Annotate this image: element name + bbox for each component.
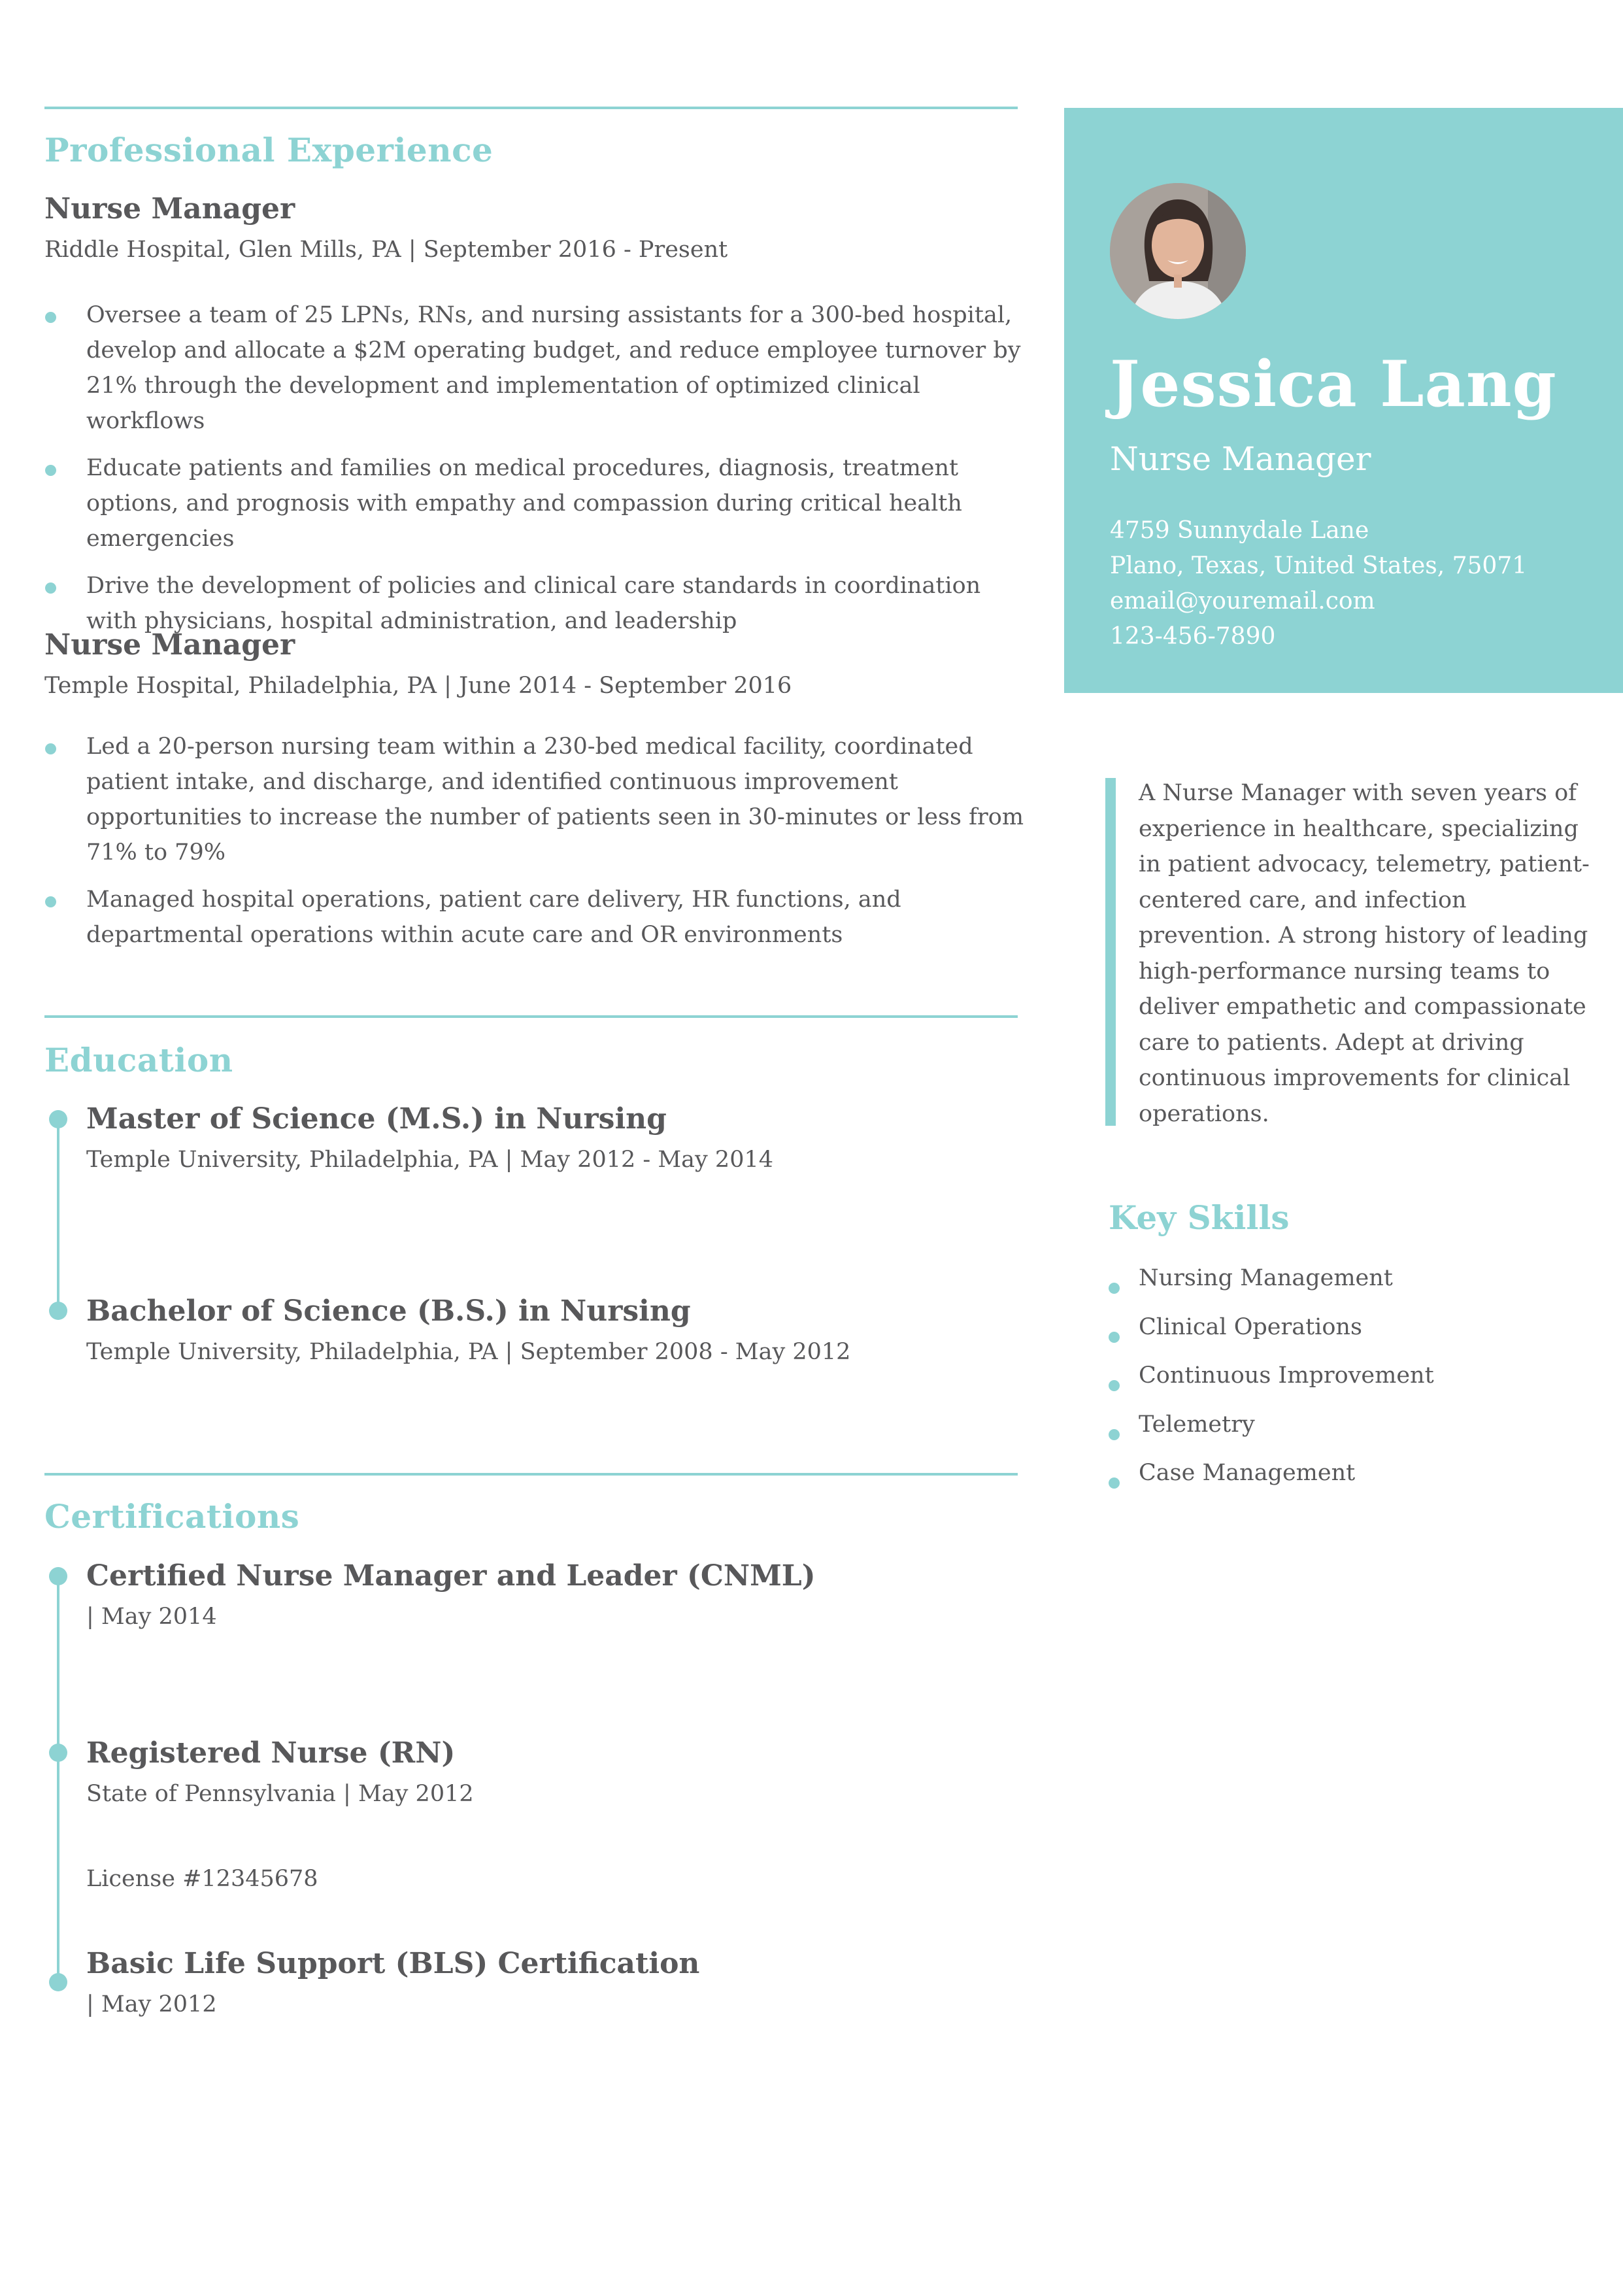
education-meta: Temple University, Philadelphia, PA | May 2012 - May 2014 bbox=[86, 1147, 774, 1173]
certifications-section-title: Certifications bbox=[44, 1497, 300, 1536]
certification-name: Certified Nurse Manager and Leader (CNML) bbox=[86, 1559, 816, 1593]
skill-item: Continuous Improvement bbox=[1109, 1351, 1434, 1400]
education-degree: Bachelor of Science (B.S.) in Nursing bbox=[86, 1294, 691, 1328]
phone-number: 123-456-7890 bbox=[1110, 623, 1276, 650]
certification-meta: State of Pennsylvania | May 2012 bbox=[86, 1781, 474, 1807]
job-title: Nurse Manager bbox=[44, 192, 295, 226]
bullet-dot-icon bbox=[1109, 1332, 1120, 1343]
list-item: Led a 20-person nursing team within a 230-bed medical facility, coordinated patient intake, and discharge, and identified continuous improvement opportunities to increase the number of patients seen in 30-minutes or less from 71% to 79% bbox=[44, 729, 1025, 870]
certification-meta: | May 2012 bbox=[86, 1991, 217, 2017]
skill-item: Clinical Operations bbox=[1109, 1303, 1434, 1352]
education-degree: Master of Science (M.S.) in Nursing bbox=[86, 1102, 667, 1136]
job-meta: Temple Hospital, Philadelphia, PA | June 2014 - September 2016 bbox=[44, 673, 792, 699]
candidate-title: Nurse Manager bbox=[1110, 440, 1371, 478]
bullet-dot-icon bbox=[45, 465, 56, 476]
certification-name: Basic Life Support (BLS) Certification bbox=[86, 1947, 700, 1980]
bullet-dot-icon bbox=[1109, 1283, 1120, 1294]
timeline-dot-icon bbox=[49, 1302, 67, 1320]
experience-section-title: Professional Experience bbox=[44, 131, 494, 169]
skills-list bbox=[1109, 1254, 1434, 1498]
list-item: Managed hospital operations, patient care delivery, HR functions, and departmental operations within acute care and OR environments bbox=[44, 882, 1025, 953]
contact-info bbox=[1110, 513, 1527, 654]
list-item: Educate patients and families on medical procedures, diagnosis, treatment options, and prognosis with empathy and compassion during critical health emergencies bbox=[44, 450, 1025, 556]
timeline-dot-icon bbox=[49, 1744, 67, 1762]
address-line-1: 4759 Sunnydale Lane bbox=[1110, 517, 1369, 544]
education-timeline-line bbox=[57, 1119, 59, 1311]
job-title: Nurse Manager bbox=[44, 628, 295, 662]
summary-text: A Nurse Manager with seven years of experience in healthcare, specializing in patient advocacy, telemetry, patient-centered care, and infection prevention. A strong history of leading high-performance nursing teams to deliver empathetic and compassionate care to patients. Adept at driving continuous improvements for clinical operations. bbox=[1139, 780, 1590, 1127]
job-meta: Riddle Hospital, Glen Mills, PA | September 2016 - Present bbox=[44, 237, 728, 263]
bullet-dot-icon bbox=[45, 312, 56, 323]
skill-item: Case Management bbox=[1109, 1449, 1434, 1498]
header-panel bbox=[1064, 108, 1623, 693]
timeline-dot-icon bbox=[49, 1567, 67, 1585]
certifications-divider bbox=[44, 1473, 1018, 1476]
bullet-dot-icon bbox=[45, 743, 56, 754]
bullet-dot-icon bbox=[1109, 1429, 1120, 1440]
list-item: Oversee a team of 25 LPNs, RNs, and nursing assistants for a 300-bed hospital, develop and allocate a $2M operating budget, and reduce employee turnover by 21% through the development and implementation of optimized clinical workflows bbox=[44, 297, 1025, 439]
skills-section-title: Key Skills bbox=[1109, 1198, 1290, 1237]
summary-accent-bar bbox=[1105, 778, 1116, 1126]
job-bullets bbox=[44, 297, 1025, 650]
certification-meta: | May 2014 bbox=[86, 1604, 217, 1630]
list-item: Drive the development of policies and clinical care standards in coordination with physicians, hospital administration, and leadership bbox=[44, 568, 1025, 639]
experience-divider bbox=[44, 107, 1018, 109]
certification-license: License #12345678 bbox=[86, 1866, 318, 1892]
job-bullets bbox=[44, 729, 1025, 964]
skill-item: Telemetry bbox=[1109, 1400, 1434, 1449]
email-link[interactable]: email@youremail.com bbox=[1110, 588, 1375, 615]
bullet-dot-icon bbox=[45, 896, 56, 907]
candidate-name: Jessica Lang bbox=[1110, 347, 1557, 421]
bullet-dot-icon bbox=[1109, 1380, 1120, 1391]
profile-photo-icon bbox=[1110, 183, 1246, 319]
timeline-dot-icon bbox=[49, 1110, 67, 1128]
skill-item: Nursing Management bbox=[1109, 1254, 1434, 1303]
address-line-2: Plano, Texas, United States, 75071 bbox=[1110, 552, 1528, 579]
education-divider bbox=[44, 1015, 1018, 1018]
education-meta: Temple University, Philadelphia, PA | September 2008 - May 2012 bbox=[86, 1339, 851, 1365]
education-section-title: Education bbox=[44, 1041, 233, 1079]
certifications-timeline-line bbox=[57, 1576, 59, 1982]
profile-photo bbox=[1110, 183, 1246, 319]
bullet-dot-icon bbox=[1109, 1477, 1120, 1489]
bullet-dot-icon bbox=[45, 582, 56, 594]
timeline-dot-icon bbox=[49, 1973, 67, 1991]
certification-name: Registered Nurse (RN) bbox=[86, 1736, 456, 1770]
